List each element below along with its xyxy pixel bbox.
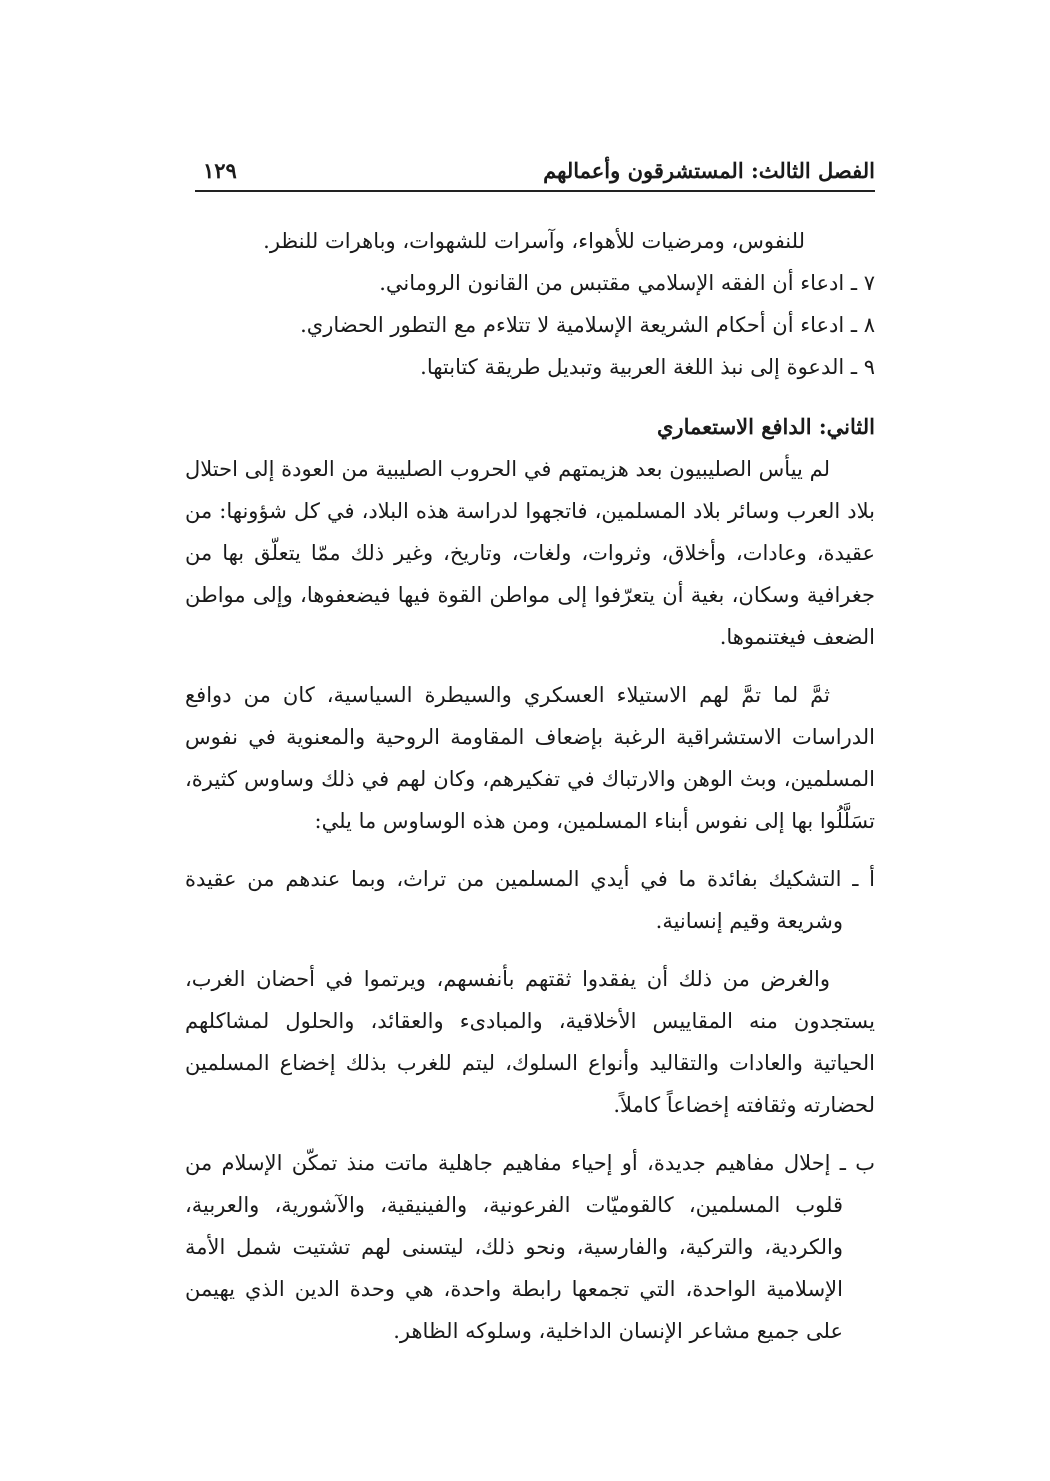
page-number: ١٢٩ (203, 158, 237, 183)
list-item: ٩ ـ الدعوة إلى نبذ اللغة العربية وتبديل طريقة كتابتها. (420, 355, 875, 379)
section-heading: الثاني: الدافع الاستعماري (657, 414, 875, 439)
lettered-item-a: أ ـ التشكيك بفائدة ما في أيدي المسلمين من تراث، وبما عندهم من عقيدة وشريعة وقيم إنسانية. (185, 867, 875, 933)
lettered-item-b: ب ـ إحلال مفاهيم جديدة، أو إحياء مفاهيم جاهلية ماتت منذ تمكّن الإسلام من قلوب المسلمين، كالقوميّات الفرعونية، والفينيقية، والآشورية، والعربية، والكردية، والتركية، والفارسية، ونحو ذلك، ليتسنى لهم تشتيت شمل الأمة الإسلامية الواحدة، التي تجمعها رابطة واحدة، هي وحدة الدين الذي يهيمن على جميع مشاعر الإنسان الداخلية، وسلوكه الظاهر. (185, 1151, 875, 1343)
chapter-title: الفصل الثالث: المستشرقون وأعمالهم (543, 158, 875, 183)
list-item: ٧ ـ ادعاء أن الفقه الإسلامي مقتبس من القانون الروماني. (379, 271, 875, 295)
continued-line: للنفوس، ومرضيات للأهواء، وآسرات للشهوات، وباهرات للنظر. (263, 229, 805, 253)
paragraph: ثمَّ لما تمَّ لهم الاستيلاء العسكري والسيطرة السياسية، كان من دوافع الدراسات الاستشراقية الرغبة بإضعاف المقاومة الروحية والمعنوية في نفوس المسلمين، وبث الوهن والارتباك في تفكيرهم، وكان لهم في ذلك وساوس كثيرة، تسَلَّلُوا بها إلى نفوس أبناء المسلمين، ومن هذه الوساوس ما يلي: (185, 683, 875, 833)
numbered-list (185, 262, 875, 388)
paragraph: لم ييأس الصليبيون بعد هزيمتهم في الحروب الصليبية من العودة إلى احتلال بلاد العرب وسائر بلاد المسلمين، فاتجهوا لدراسة هذه البلاد، في كل شؤونها: من عقيدة، وعادات، وأخلاق، وثروات، ولغات، وتاريخ، وغير ذلك ممّا يتعلّق بها من جغرافية وسكان، بغية أن يتعرّفوا إلى مواطن القوة فيها فيضعفوها، وإلى مواطن الضعف فيغتنموها. (185, 457, 875, 649)
page-body (185, 220, 875, 1368)
running-header (195, 158, 875, 188)
header-divider (195, 190, 875, 192)
list-item: ٨ ـ ادعاء أن أحكام الشريعة الإسلامية لا تتلاءم مع التطور الحضاري. (300, 313, 875, 337)
paragraph: والغرض من ذلك أن يفقدوا ثقتهم بأنفسهم، ويرتموا في أحضان الغرب، يستجدون منه المقاييس الأخلاقية، والمبادىء والعقائد، والحلول لمشاكلهم الحياتية والعادات والتقاليد وأنواع السلوك، ليتم للغرب بذلك إخضاع المسلمين لحضارته وثقافته إخضاعاً كاملاً. (185, 967, 875, 1117)
